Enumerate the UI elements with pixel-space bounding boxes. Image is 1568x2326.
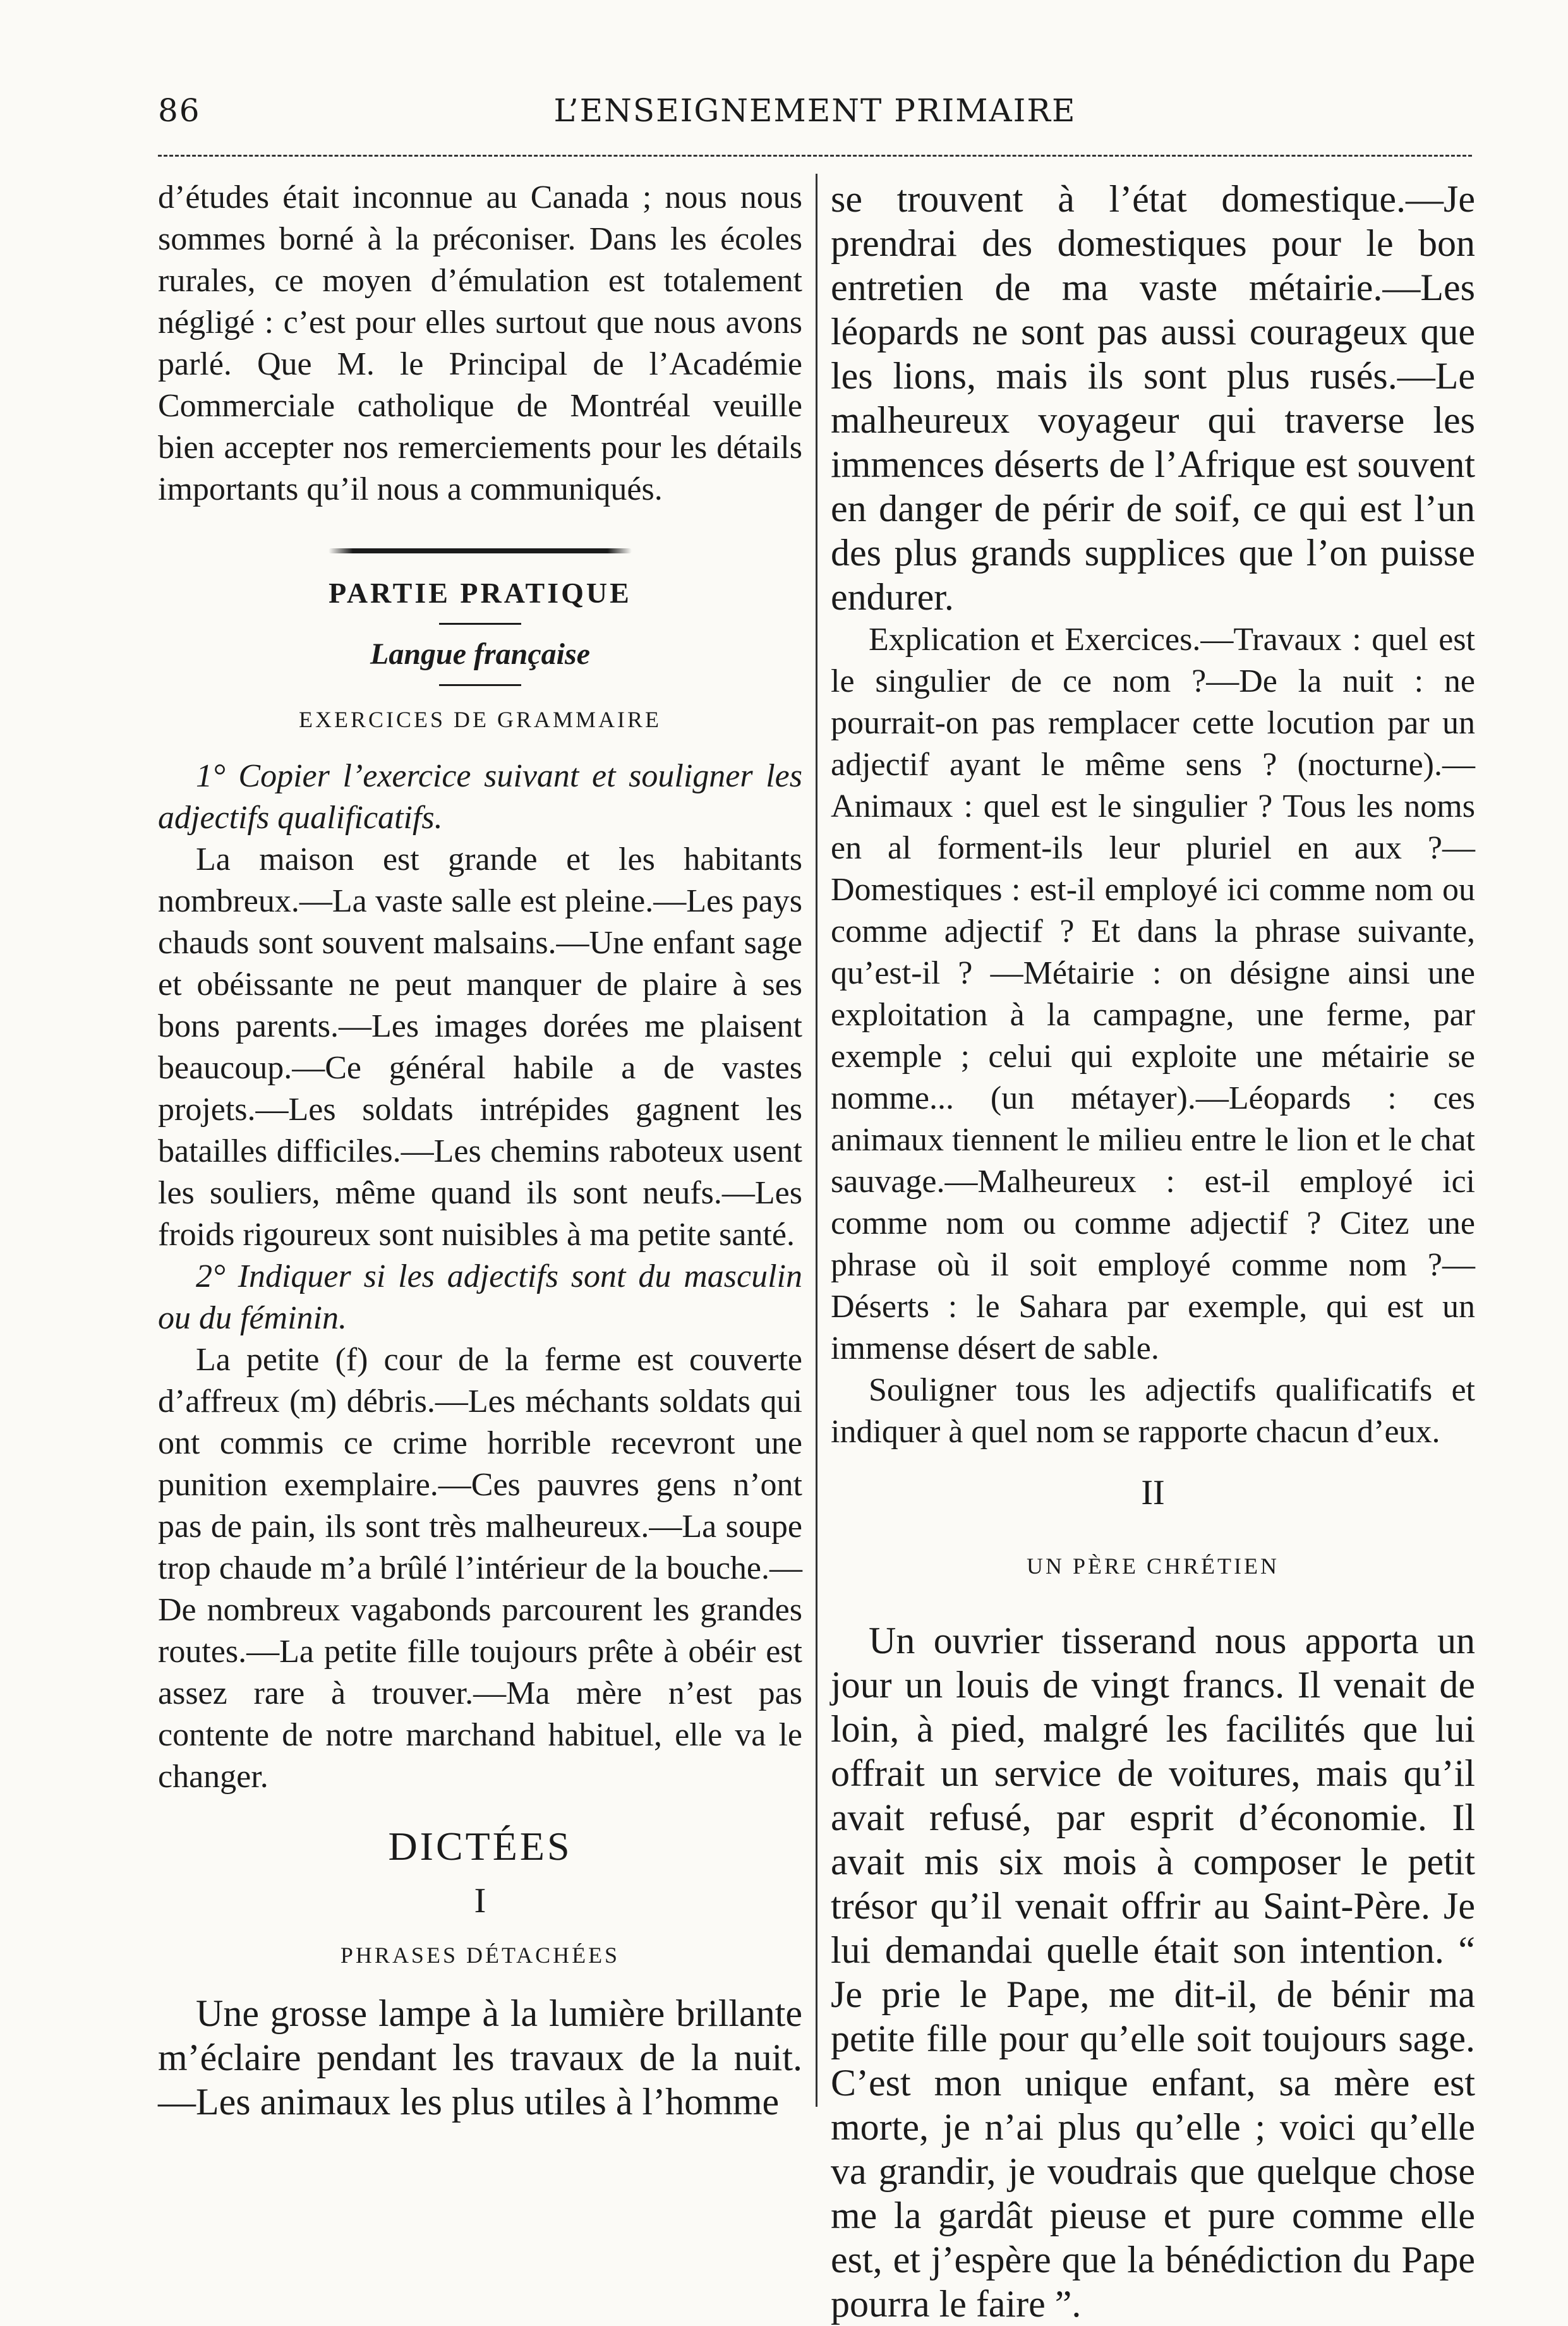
dictee1-text: Une grosse lampe à la lumière brillante m’éclaire pendant les travaux de la nuit. —Les animaux les plus utiles à l’homme (158, 1992, 802, 2123)
exercise2-instruction: 2° Indiquer si les adjectifs sont du masculin ou du féminin. (158, 1258, 802, 1336)
explanation-paragraph: Explication et Exercices.—Travaux : quel est le singulier de ce nom ?—De la nuit : ne pourrait-on pas remplacer cette locution par un adjectif ayant le même sens ? (nocturne).—Animaux : quel est le singulier ? Tous les noms en al forment-ils leur pluriel en aux ?—Domestiques : est-il employé ici comme nom ou comme adjectif ? Et dans la phrase suivante, qu’est-il ? —Métairie : on désigne ainsi une exploitation à la campagne, une ferme, par exemple ; celui qui exploite une métairie se nomme... (un métayer).—Léopards : ces animaux tiennent le milieu entre le lion et le chat sauvage.—Malheureux : est-il employé ici comme nom ou comme adjectif ? Citez une phrase où il soit employé comme nom ?—Déserts : le Sahara par exemple, qui est un immense désert de sable. (831, 622, 1475, 1366)
exercise2-text: La petite (f) cour de la ferme est couverte d’affreux (m) débris.—Les méchants soldats qui ont commis ce crime horrible recevront une punition exemplaire.—Ces pauvres gens n’ont pas de pain, ils sont très malheureux.—La soupe trop chaude m’a brûlé l’intérieur de la bouche.—De nombreux vagabonds parcourent les grandes routes.—La petite fille toujours prête à obéir est assez rare à trouver.—Ma mère n’est pas contente de notre marchand habituel, elle va le changer. (158, 1342, 802, 1795)
dictee2-title: UN PÈRE CHRÉTIEN (1027, 1553, 1279, 1579)
subsection-title: Langue française (370, 637, 590, 671)
left-column (158, 177, 802, 2123)
dictee1-continuation: se trouvent à l’état domestique.—Je prendrai des domestiques pour le bon entretien de ma vaste métairie.—Les léopards ne sont pas aussi courageux que les lions, mais ils sont plus rusés.—Le malheureux voyageur qui traverse les immences déserts de l’Afrique est souvent en danger de périr de soif, ce qui est l’un des plus grands supplices que l’on puisse endurer. (831, 178, 1475, 618)
column-divider (816, 174, 817, 2107)
ornamental-rule (329, 548, 632, 553)
right-column (831, 177, 1475, 2325)
dictee1-number: I (474, 1881, 486, 1920)
intro-paragraph: d’études était inconnue au Canada ; nous nous sommes borné à la préconiser. Dans les écoles rurales, ce moyen d’émulation est totalement négligé : c’est pour elles surtout que nous avons parlé. Que M. le Principal de l’Académie Commerciale catholique de Montréal veuille bien accepter nos remerciements pour les détails importants qu’il nous a communiqués. (158, 179, 802, 507)
exercises-title: EXERCICES DE GRAMMAIRE (298, 707, 662, 732)
page-header (158, 88, 1472, 139)
page-number: 86 (158, 92, 201, 129)
instruction-paragraph: Souligner tous les adjectifs qualificatifs et indiquer à quel nom se rapporte chacun d’eux. (831, 1372, 1475, 1450)
dictee2-number: II (1141, 1473, 1165, 1512)
short-rule (439, 684, 521, 686)
running-title: L’ENSEIGNEMENT PRIMAIRE (553, 92, 1076, 129)
short-rule (439, 623, 521, 625)
dictee1-title: PHRASES DÉTACHÉES (340, 1943, 620, 1968)
exercise1-instruction: 1° Copier l’exercice suivant et souligner les adjectifs qualificatifs. (158, 758, 802, 836)
exercise1-text: La maison est grande et les habitants nombreux.—La vaste salle est pleine.—Les pays chauds sont souvent malsains.—Une enfant sage et obéissante ne peut manquer de plaire à ses bons parents.—Les images dorées me plaisent beaucoup.—Ce général habile a de vastes projets.—Les soldats intrépides gagnent les batailles difficiles.—Les chemins raboteux usent les souliers, même quand ils sont neufs.—Les froids rigoureux sont nuisibles à ma petite santé. (158, 841, 802, 1253)
dictees-title: DICTÉES (388, 1824, 572, 1869)
dictee2-text: Un ouvrier tisserand nous apporta un jour un louis de vingt francs. Il venait de loin, à pied, malgré les facilités que lui offrait un service de voitures, mais qu’il avait refusé, par esprit d’économie. Il avait mis six mois à composer le petit trésor qu’il venait offrir au Saint-Père. Je lui demandai quelle était son intention. “ Je prie le Pape, me dit-il, de bénir ma petite fille pour qu’elle soit toujours sage. C’est mon unique enfant, sa mère est morte, je n’ai plus qu’elle ; voici qu’elle va grandir, je voudrais que quelque chose me la gardât pieuse et pure comme elle est, et j’espère que la bénédiction du Pape pourra le faire ”. (831, 1620, 1475, 2325)
section-title: PARTIE PRATIQUE (329, 577, 632, 609)
header-rule (158, 155, 1472, 157)
